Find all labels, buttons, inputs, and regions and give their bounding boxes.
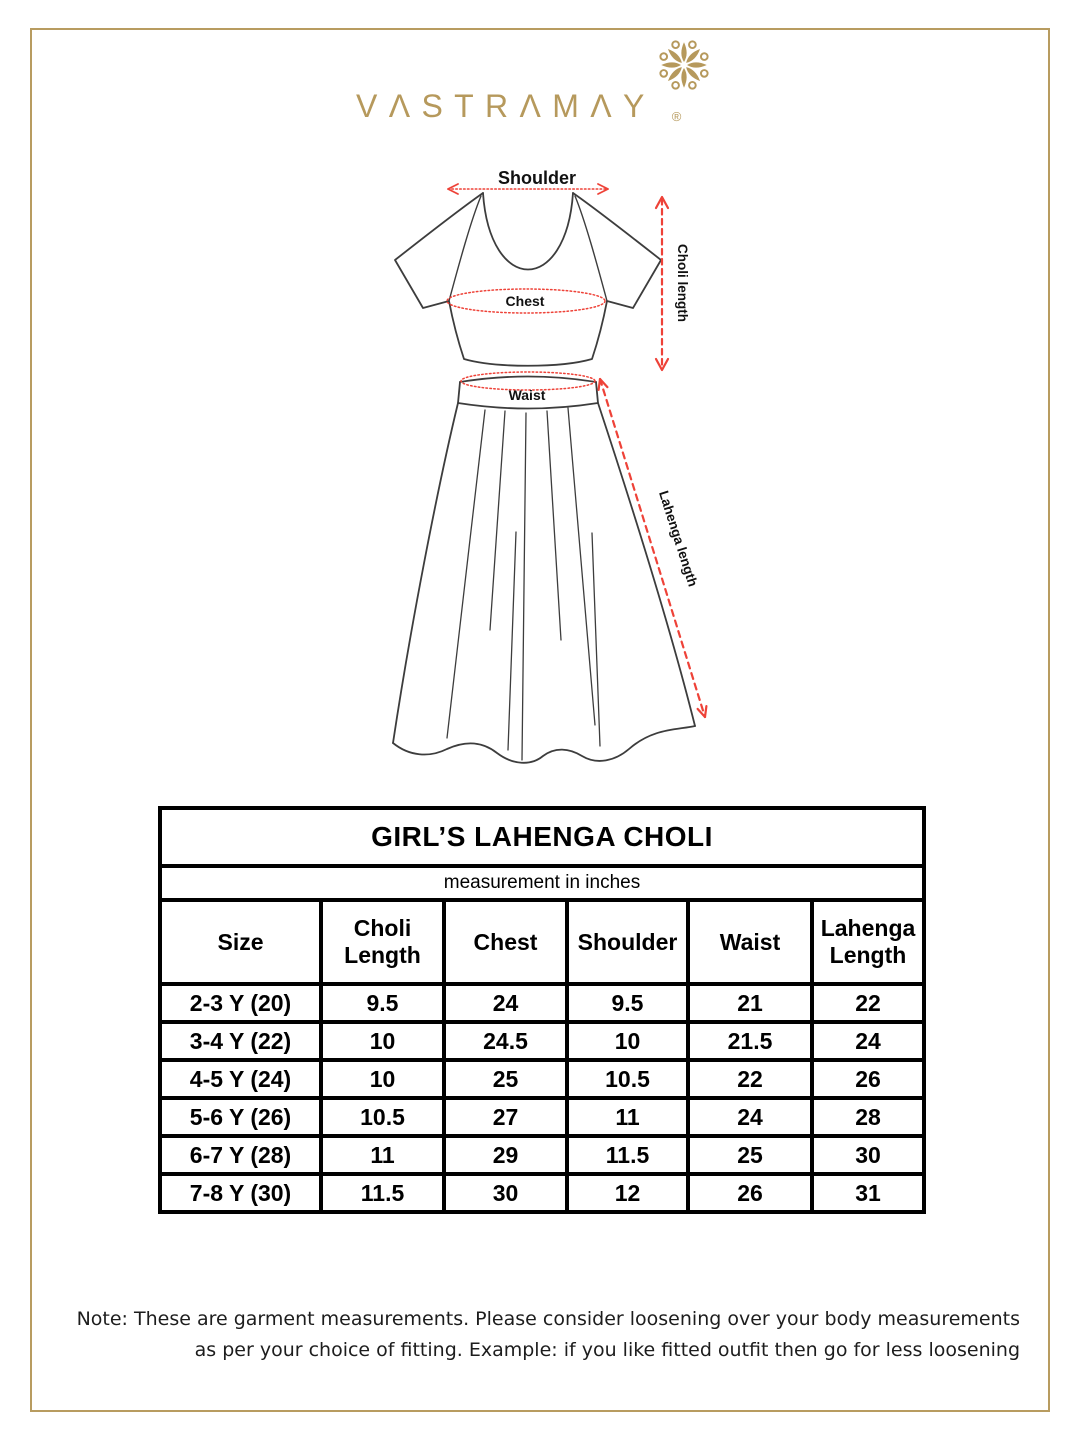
size-cell: 2-3 Y (20) xyxy=(160,984,321,1022)
value-cell: 29 xyxy=(444,1136,567,1174)
garment-measurement-diagram xyxy=(385,160,735,780)
value-cell: 10 xyxy=(567,1022,688,1060)
size-chart-table xyxy=(158,806,926,1214)
table-row xyxy=(160,984,924,1022)
table-title-row xyxy=(160,808,924,866)
choli-drawing xyxy=(395,193,661,366)
value-cell: 21.5 xyxy=(688,1022,812,1060)
col-header-chest: Chest xyxy=(444,900,567,984)
value-cell: 30 xyxy=(444,1174,567,1212)
size-cell: 6-7 Y (28) xyxy=(160,1136,321,1174)
size-table-body xyxy=(160,984,924,1212)
choli-length-arrow xyxy=(656,197,668,370)
table-row xyxy=(160,1174,924,1212)
size-cell: 5-6 Y (26) xyxy=(160,1098,321,1136)
value-cell: 11.5 xyxy=(321,1174,444,1212)
value-cell: 31 xyxy=(812,1174,924,1212)
brand-wordmark-text: VΛSTRΛMΛY xyxy=(356,88,656,124)
col-header-choli-length: Choli Length xyxy=(321,900,444,984)
value-cell: 26 xyxy=(688,1174,812,1212)
lahenga-length-label: Lahenga length xyxy=(656,488,701,589)
value-cell: 10.5 xyxy=(567,1060,688,1098)
value-cell: 24 xyxy=(444,984,567,1022)
value-cell: 10.5 xyxy=(321,1098,444,1136)
value-cell: 11.5 xyxy=(567,1136,688,1174)
note-line-1: Note: These are garment measurements. Please consider loosening over your body measurements xyxy=(76,1308,1020,1330)
measurement-marks xyxy=(447,184,706,717)
col-header-waist: Waist xyxy=(688,900,812,984)
size-cell: 4-5 Y (24) xyxy=(160,1060,321,1098)
table-subtitle: measurement in inches xyxy=(160,866,924,900)
value-cell: 24.5 xyxy=(444,1022,567,1060)
lahenga-length-arrow xyxy=(599,379,707,717)
value-cell: 11 xyxy=(321,1136,444,1174)
value-cell: 10 xyxy=(321,1022,444,1060)
col-header-shoulder: Shoulder xyxy=(567,900,688,984)
table-row xyxy=(160,1136,924,1174)
size-cell: 3-4 Y (22) xyxy=(160,1022,321,1060)
value-cell: 9.5 xyxy=(321,984,444,1022)
shoulder-label: Shoulder xyxy=(497,168,577,188)
value-cell: 25 xyxy=(444,1060,567,1098)
lehenga-drawing xyxy=(393,377,695,763)
value-cell: 11 xyxy=(567,1098,688,1136)
registered-mark: ® xyxy=(671,109,682,124)
value-cell: 21 xyxy=(688,984,812,1022)
chest-label: Chest xyxy=(505,293,545,309)
value-cell: 12 xyxy=(567,1174,688,1212)
value-cell: 28 xyxy=(812,1098,924,1136)
col-header-lahenga-length: Lahenga Length xyxy=(812,900,924,984)
size-cell: 7-8 Y (30) xyxy=(160,1174,321,1212)
brand-emblem-icon xyxy=(656,37,712,93)
table-title: GIRL’S LAHENGA CHOLI xyxy=(160,808,924,866)
value-cell: 9.5 xyxy=(567,984,688,1022)
value-cell: 22 xyxy=(812,984,924,1022)
value-cell: 10 xyxy=(321,1060,444,1098)
value-cell: 30 xyxy=(812,1136,924,1174)
measurement-note xyxy=(40,1304,1020,1366)
brand-wordmark xyxy=(356,89,681,134)
choli-length-label: Choli length xyxy=(675,244,690,322)
value-cell: 25 xyxy=(688,1136,812,1174)
table-header-row xyxy=(160,900,924,984)
table-row xyxy=(160,1022,924,1060)
value-cell: 24 xyxy=(688,1098,812,1136)
table-row xyxy=(160,1098,924,1136)
value-cell: 22 xyxy=(688,1060,812,1098)
waist-label: Waist xyxy=(508,387,546,403)
col-header-size: Size xyxy=(160,900,321,984)
value-cell: 24 xyxy=(812,1022,924,1060)
value-cell: 27 xyxy=(444,1098,567,1136)
table-row xyxy=(160,1060,924,1098)
value-cell: 26 xyxy=(812,1060,924,1098)
table-subtitle-row xyxy=(160,866,924,900)
note-line-2: as per your choice of fitting. Example: if you like fitted outfit then go for less loosening xyxy=(194,1339,1020,1361)
